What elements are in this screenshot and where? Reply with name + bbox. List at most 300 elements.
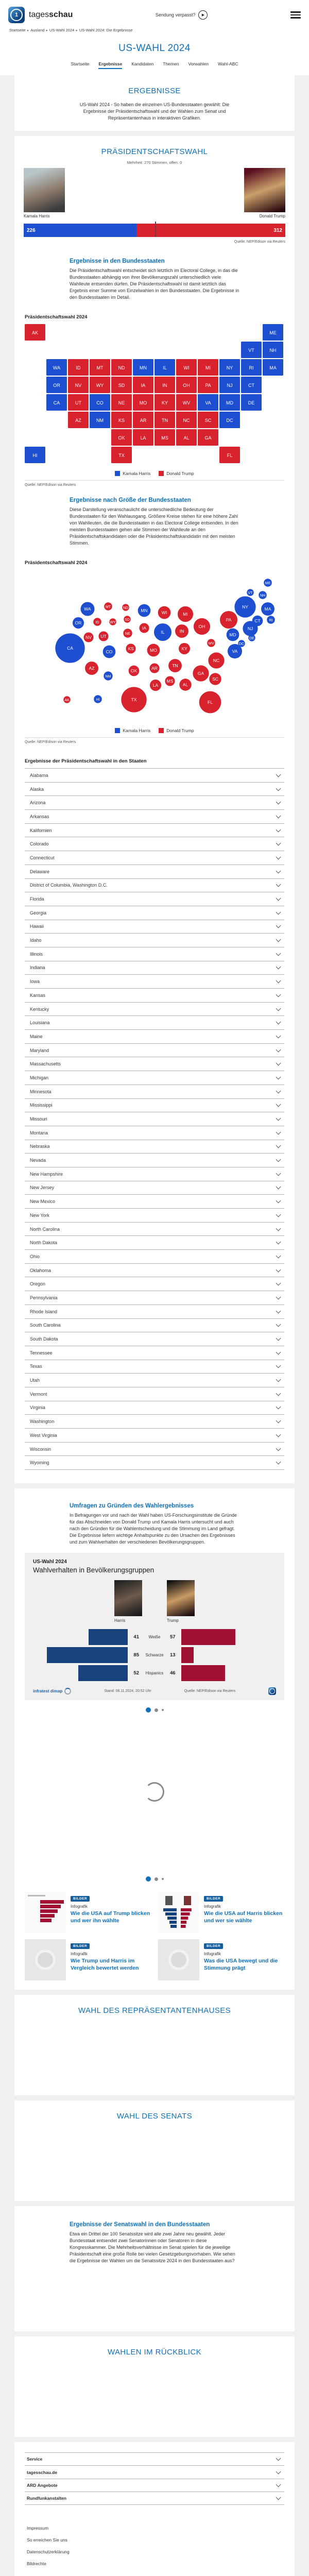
- bubble-state-TN[interactable]: [168, 659, 182, 672]
- state-accordion-label: Massachusetts: [30, 1061, 61, 1067]
- teaser-title[interactable]: Wie die USA auf Trump blicken und wer ihn wählte: [71, 1910, 150, 1924]
- map-state-UT[interactable]: [68, 394, 89, 411]
- harris-bar[interactable]: [89, 1629, 128, 1645]
- bubble-state-FL[interactable]: [199, 691, 221, 714]
- teaser-title[interactable]: Was die USA bewegt und die Stimmung prägt: [204, 1958, 278, 1971]
- map-state-MA[interactable]: [263, 359, 283, 376]
- state-accordion-row[interactable]: [25, 837, 284, 851]
- footer-link[interactable]: Impressum: [27, 2526, 49, 2531]
- state-accordion-row[interactable]: [25, 988, 284, 1002]
- map-state-LA[interactable]: [133, 429, 153, 446]
- state-accordion-label: New Hampshire: [30, 1171, 63, 1177]
- bubble-state-IL[interactable]: [154, 623, 171, 641]
- map-state-ID[interactable]: [68, 359, 89, 376]
- svg-text:MA: MA: [264, 606, 271, 612]
- map-state-KY[interactable]: [154, 394, 175, 411]
- state-accordion-row[interactable]: [25, 1263, 284, 1277]
- state-accordion-row[interactable]: [25, 1235, 284, 1249]
- tab-startseite[interactable]: Startseite: [71, 61, 90, 66]
- bubble-state-AL[interactable]: [179, 679, 191, 690]
- state-accordion-row[interactable]: [25, 1428, 284, 1442]
- bubble-state-WI[interactable]: [158, 606, 171, 619]
- section-tabs: [8, 59, 301, 75]
- svg-text:DC: DC: [226, 418, 233, 423]
- sendung-verpasst-label: Sendung verpasst?: [155, 12, 196, 18]
- tab-wahl-abc[interactable]: Wahl-ABC: [218, 61, 238, 66]
- teaser-kicker: Infografik: [204, 1904, 221, 1909]
- footer-accordion-row[interactable]: [25, 2492, 284, 2505]
- carousel-dot[interactable]: [162, 1709, 164, 1711]
- majority-note: Mehrheit: 270 Stimmen, offen: 0: [127, 160, 182, 165]
- teaser-card[interactable]: [158, 1892, 284, 1933]
- bubble-state-MD[interactable]: [227, 629, 239, 641]
- state-accordion-label: Virginia: [30, 1405, 45, 1411]
- state-accordion-label: Oklahoma: [30, 1267, 52, 1273]
- footer-accordion-label: Service: [27, 2456, 43, 2462]
- bubble-state-NV[interactable]: [83, 632, 93, 642]
- svg-text:HI: HI: [32, 453, 38, 458]
- state-accordion-row[interactable]: [25, 768, 284, 782]
- trump-bar-segment[interactable]: 312: [136, 224, 285, 237]
- chevron-down-icon: [276, 1184, 281, 1190]
- state-accordion-row[interactable]: [25, 947, 284, 961]
- svg-text:CO: CO: [106, 649, 113, 654]
- hamburger-menu-icon[interactable]: [290, 11, 301, 19]
- electoral-cartogram: [25, 570, 284, 723]
- state-accordion-row[interactable]: [25, 1167, 284, 1181]
- svg-text:MS: MS: [161, 435, 168, 440]
- bubble-state-LA[interactable]: [150, 680, 161, 691]
- bubble-state-OK[interactable]: [129, 666, 140, 676]
- state-accordion-row[interactable]: [25, 1098, 284, 1112]
- bubble-state-CO[interactable]: [103, 646, 116, 658]
- map-state-MT[interactable]: [90, 359, 110, 376]
- svg-text:NE: NE: [118, 400, 125, 405]
- svg-text:UT: UT: [100, 633, 107, 639]
- bubble-state-RI[interactable]: [267, 616, 275, 624]
- bubble-state-VT[interactable]: [247, 589, 254, 596]
- tab-kandidaten[interactable]: Kandidaten: [131, 61, 154, 66]
- chevron-down-icon: [276, 1075, 281, 1080]
- footer-link[interactable]: Bildrechte: [27, 2561, 46, 2567]
- map-state-WA[interactable]: [46, 359, 67, 376]
- state-accordion-label: Nebraska: [30, 1144, 50, 1149]
- state-accordion-label: Mississippi: [30, 1103, 53, 1108]
- bubble-state-NM[interactable]: [104, 671, 112, 680]
- teaser-card[interactable]: [25, 1939, 151, 1980]
- bubble-state-HI[interactable]: [94, 695, 102, 703]
- demographics-row: [33, 1629, 276, 1645]
- bundesstaaten-text: Die Präsidentschaftswahl entscheidet sich letztlich im Electoral College, in das die Bundesstaaten abhängig von ihrer Bevölkerungszahl unterschiedlich viele Wahlleute entsenden dürfen. Die Präsidentschaftswahl ist damit letztlich das Ergebnis einer Summe von Einzelwahlen in den Bundesstaaten. Die Ergebnisse in den Bundesstaaten im Detail.: [70, 268, 239, 300]
- map-state-OR[interactable]: [46, 377, 67, 393]
- bubble-state-TX[interactable]: [121, 687, 146, 712]
- state-accordion-row[interactable]: [25, 1208, 284, 1222]
- bubble-state-ND[interactable]: [122, 604, 129, 611]
- footer-link[interactable]: So erreichen Sie uns: [27, 2537, 67, 2543]
- candidates-row: [24, 168, 285, 222]
- map-state-CA[interactable]: [46, 394, 67, 411]
- svg-text:VT: VT: [248, 591, 253, 595]
- harris-bar[interactable]: [78, 1665, 128, 1681]
- map-state-IA[interactable]: [133, 377, 153, 393]
- chevron-down-icon: [276, 2469, 281, 2474]
- bubble-state-VA[interactable]: [228, 642, 245, 658]
- state-accordion-row[interactable]: [25, 865, 284, 878]
- map-state-VA[interactable]: [198, 394, 218, 411]
- chevron-down-icon: [276, 1281, 281, 1286]
- state-accordion-row[interactable]: [25, 1153, 284, 1167]
- bubble-state-MS[interactable]: [165, 676, 175, 686]
- page-title: US-WAHL 2024: [118, 43, 191, 54]
- bubble-state-NJ[interactable]: [243, 621, 258, 636]
- trump-bar[interactable]: [181, 1629, 235, 1645]
- map-state-MI[interactable]: [198, 359, 218, 376]
- breadcrumb-item[interactable]: US-Wahl 2024: Die Ergebnisse: [79, 28, 133, 32]
- harris-photo-small: [114, 1580, 142, 1616]
- bubble-state-IN[interactable]: [175, 624, 188, 638]
- chevron-down-icon: [276, 909, 281, 914]
- footer: [14, 2442, 295, 2576]
- state-accordion-row[interactable]: [25, 1043, 284, 1057]
- state-accordion-row[interactable]: [25, 906, 284, 920]
- state-accordion-row[interactable]: [25, 1112, 284, 1126]
- map-state-OH[interactable]: [176, 377, 197, 393]
- us-tile-map[interactable]: [25, 324, 284, 463]
- site-header: [0, 0, 309, 75]
- state-accordion-row[interactable]: [25, 1455, 284, 1470]
- state-accordion-row[interactable]: [25, 1015, 284, 1029]
- bubble-chart-label: Präsidentschaftswahl 2024: [25, 560, 88, 566]
- map-state-VT[interactable]: [241, 342, 262, 358]
- legend-item: Kamala Harris: [115, 728, 150, 733]
- tab-themen[interactable]: Themen: [163, 61, 179, 66]
- carousel-dot[interactable]: [154, 1708, 158, 1712]
- svg-text:KY: KY: [181, 646, 187, 651]
- harris-value: 52: [133, 1670, 139, 1676]
- state-accordion-row[interactable]: [25, 933, 284, 947]
- svg-text:MI: MI: [183, 611, 188, 617]
- groesse-heading: Ergebnisse nach Größe der Bundesstaaten: [70, 497, 191, 503]
- chevron-down-icon: [276, 923, 281, 928]
- map-state-MD[interactable]: [219, 394, 240, 411]
- svg-text:NJ: NJ: [227, 383, 233, 388]
- state-accordion-label: Tennessee: [30, 1350, 53, 1355]
- state-accordion-label: Connecticut: [30, 855, 55, 860]
- state-accordion-row[interactable]: [25, 1304, 284, 1318]
- state-accordion-row[interactable]: [25, 1414, 284, 1428]
- svg-text:AK: AK: [64, 698, 70, 702]
- state-accordion-label: Indiana: [30, 965, 45, 971]
- state-accordion-row[interactable]: [25, 809, 284, 823]
- map-state-IN[interactable]: [154, 377, 175, 393]
- svg-text:NH: NH: [269, 348, 277, 353]
- state-accordion-row[interactable]: [25, 1057, 284, 1071]
- teaser-thumbnail-placeholder[interactable]: [158, 1939, 199, 1980]
- svg-text:MT: MT: [96, 365, 104, 370]
- bubble-state-ME[interactable]: [264, 579, 272, 587]
- map-state-AZ[interactable]: [68, 412, 89, 428]
- footer-link[interactable]: Datenschutzerklärung: [27, 2549, 70, 2555]
- bubble-state-AR[interactable]: [149, 663, 159, 673]
- state-accordion-row[interactable]: [25, 961, 284, 975]
- state-accordion-row[interactable]: [25, 920, 284, 934]
- harris-bar[interactable]: [47, 1647, 128, 1663]
- chevron-down-icon: [276, 1336, 281, 1341]
- play-icon[interactable]: ▶: [198, 10, 208, 20]
- svg-text:TN: TN: [172, 663, 178, 668]
- state-accordion-row[interactable]: [25, 974, 284, 988]
- teaser-thumbnail[interactable]: [158, 1892, 199, 1933]
- bar-source: Quelle: NEP/Edison via Reuters: [234, 240, 285, 244]
- state-accordion-row[interactable]: [25, 1194, 284, 1208]
- footer-accordion-row[interactable]: [25, 2465, 284, 2478]
- bubble-state-MN[interactable]: [138, 604, 151, 617]
- teaser-title[interactable]: Wie die USA auf Harris blicken und wer sie wählte: [204, 1910, 283, 1924]
- map-state-DC[interactable]: [219, 412, 240, 428]
- bubble-state-NH[interactable]: [259, 591, 267, 599]
- state-accordion-label: Kentucky: [30, 1006, 49, 1012]
- harris-label: Harris: [114, 1618, 126, 1623]
- state-accordion-label: Oregon: [30, 1281, 46, 1287]
- us-bubble-map[interactable]: [25, 570, 284, 720]
- bubble-state-UT[interactable]: [98, 631, 108, 641]
- map-state-NJ[interactable]: [219, 377, 240, 393]
- carousel-dot[interactable]: [154, 1877, 158, 1881]
- breadcrumb-item[interactable]: US-Wahl 2024: [49, 28, 75, 32]
- footer-accordion-row[interactable]: [25, 2452, 284, 2465]
- state-accordion-label: Alaska: [30, 786, 44, 792]
- svg-text:CT: CT: [254, 618, 261, 623]
- state-accordion-row[interactable]: [25, 1318, 284, 1332]
- footer-accordion-label: ARD Angebote: [27, 2482, 58, 2488]
- teaser-thumbnail-placeholder[interactable]: [25, 1939, 66, 1980]
- chevron-down-icon: [276, 1349, 281, 1354]
- map-state-AL[interactable]: [176, 429, 197, 446]
- map-state-FL[interactable]: [219, 447, 240, 463]
- state-accordion-row[interactable]: [25, 878, 284, 892]
- umfragen-text: In Befragungen vor und nach der Wahl haben US-Forschungsinstitute die Gründe für das Abschneiden von Donald Trump und Kamala Harris untersucht und auch nach den Gründen für die Wahlentscheidung und die Stimmung im Land gefragt. Die Ergebnisse liefern wichtige Anhaltspunkte zu den Ursachen des Ergebnisses und zum Wahlverhalten der verschiedenen Bevölkerungsgruppen.: [70, 1513, 237, 1545]
- map-state-TX[interactable]: [111, 447, 132, 463]
- map-state-MN[interactable]: [133, 359, 153, 376]
- map-source: Quelle: NEP/Edison via Reuters: [25, 483, 76, 487]
- map-state-SC[interactable]: [198, 412, 218, 428]
- map-state-SD[interactable]: [111, 377, 132, 393]
- bubble-state-OR[interactable]: [73, 617, 84, 629]
- tab-ergebnisse[interactable]: Ergebnisse: [98, 61, 122, 69]
- bubble-state-MI[interactable]: [178, 606, 193, 622]
- map-state-RI[interactable]: [241, 359, 262, 376]
- map-state-WV[interactable]: [176, 394, 197, 411]
- map-state-WI[interactable]: [176, 359, 197, 376]
- state-accordion-label: West Virginia: [30, 1432, 57, 1438]
- state-accordion-row[interactable]: [25, 1071, 284, 1084]
- state-accordion-row[interactable]: [25, 851, 284, 865]
- svg-text:WV: WV: [182, 400, 191, 405]
- bubble-state-DE[interactable]: [248, 634, 255, 641]
- trump-label: Trump: [167, 1618, 179, 1623]
- groesse-text: Diese Darstellung veranschaulicht die unterschiedliche Bedeutung der Bundesstaaten für den Wahlausgang. Größere Kreise stehen für eine höhere Zahl von Wahlleuten, die die Bundesstaaten in das Electoral College entsenden. In den meisten Bundesstaaten gehen alle Stimmen der Wahlleute an den Präsidentschaftskandidaten oder die Präsidentschaftskandidatin mit den meisten Stimmen.: [70, 507, 238, 546]
- map-state-CT[interactable]: [241, 377, 262, 393]
- chevron-down-icon: [276, 1061, 281, 1066]
- bubble-state-MA[interactable]: [261, 602, 274, 616]
- state-accordion-row[interactable]: [25, 892, 284, 906]
- bubble-state-CA[interactable]: [55, 633, 84, 663]
- svg-text:SD: SD: [118, 383, 125, 388]
- state-accordion-row[interactable]: [25, 1332, 284, 1346]
- footer-accordion-row[interactable]: [25, 2479, 284, 2492]
- map-state-GA[interactable]: [198, 429, 218, 446]
- bubble-state-MO[interactable]: [147, 644, 160, 657]
- state-accordion-row[interactable]: [25, 1222, 284, 1236]
- breadcrumb-separator: ▸: [46, 29, 48, 32]
- state-accordion-row[interactable]: [25, 1401, 284, 1415]
- map-state-NE[interactable]: [111, 394, 132, 411]
- svg-text:LA: LA: [140, 435, 146, 440]
- bubble-state-SC[interactable]: [209, 673, 221, 685]
- carousel-dots: [14, 1700, 295, 1715]
- state-accordion-row[interactable]: [25, 1373, 284, 1387]
- breadcrumb-item[interactable]: Ausland: [30, 28, 45, 32]
- bubble-state-WV[interactable]: [207, 639, 215, 647]
- bubble-state-ID[interactable]: [93, 618, 101, 626]
- svg-text:NJ: NJ: [247, 625, 253, 631]
- chevron-down-icon: [276, 1404, 281, 1410]
- map-state-IL[interactable]: [154, 359, 175, 376]
- svg-text:ME: ME: [269, 330, 277, 335]
- state-accordion-row[interactable]: [25, 1387, 284, 1401]
- svg-text:PA: PA: [226, 617, 232, 622]
- bubble-state-KY[interactable]: [179, 643, 190, 654]
- svg-text:NE: NE: [125, 632, 130, 636]
- map-state-OK[interactable]: [111, 429, 132, 446]
- svg-text:MO: MO: [150, 647, 157, 653]
- svg-text:GA: GA: [197, 670, 204, 676]
- state-accordion-row[interactable]: [25, 1084, 284, 1098]
- map-state-TN[interactable]: [154, 412, 175, 428]
- map-state-NH[interactable]: [263, 342, 283, 358]
- map-state-NM[interactable]: [90, 412, 110, 428]
- map-state-AK[interactable]: [25, 324, 45, 341]
- state-accordion-row[interactable]: [25, 1360, 284, 1374]
- state-accordion-row[interactable]: [25, 1029, 284, 1043]
- svg-text:WA: WA: [53, 365, 61, 370]
- state-accordion-row[interactable]: [25, 1181, 284, 1195]
- chevron-down-icon: [276, 813, 281, 818]
- map-state-HI[interactable]: [25, 447, 45, 463]
- map-state-WY[interactable]: [90, 377, 110, 393]
- state-accordion-row[interactable]: [25, 823, 284, 837]
- bubble-state-PA[interactable]: [220, 611, 237, 629]
- map-state-AR[interactable]: [133, 412, 153, 428]
- teaser-thumbnail[interactable]: [25, 1892, 66, 1933]
- map-state-ND[interactable]: [111, 359, 132, 376]
- state-accordion-row[interactable]: [25, 1126, 284, 1140]
- state-accordion-row[interactable]: [25, 1277, 284, 1291]
- bubble-state-WA[interactable]: [80, 602, 94, 616]
- map-state-MS[interactable]: [154, 429, 175, 446]
- state-accordion-row[interactable]: [25, 1140, 284, 1154]
- map-state-NV[interactable]: [68, 377, 89, 393]
- chevron-down-icon: [276, 882, 281, 887]
- map-state-PA[interactable]: [198, 377, 218, 393]
- state-accordion-row[interactable]: [25, 1346, 284, 1360]
- map-state-ME[interactable]: [263, 324, 283, 341]
- legend-swatch-icon: [115, 728, 120, 733]
- bubble-state-AZ[interactable]: [85, 662, 98, 675]
- state-accordion-row[interactable]: [25, 1291, 284, 1304]
- state-accordion-row[interactable]: [25, 782, 284, 796]
- bubble-state-AK[interactable]: [63, 696, 71, 703]
- carousel-dot-active[interactable]: [146, 1876, 151, 1882]
- svg-text:IA: IA: [142, 625, 147, 631]
- trump-photo-small: [167, 1580, 195, 1616]
- senatswahl-ergebnisse-card: [14, 2206, 295, 2331]
- teaser-card[interactable]: [158, 1939, 284, 1980]
- svg-text:OH: OH: [183, 383, 190, 388]
- trump-bar[interactable]: [181, 1647, 194, 1663]
- bubble-state-MT[interactable]: [104, 602, 112, 611]
- svg-text:NY: NY: [226, 365, 233, 370]
- tagesschau-logo[interactable]: [8, 7, 73, 23]
- bubble-state-WY[interactable]: [109, 618, 116, 625]
- demographics-bars: [33, 1629, 276, 1681]
- logo-text: tagesschau: [29, 10, 73, 19]
- bubble-state-NC[interactable]: [208, 652, 224, 668]
- map-state-MO[interactable]: [133, 394, 153, 411]
- state-accordion-row[interactable]: [25, 795, 284, 809]
- chevron-down-icon: [276, 2495, 281, 2500]
- bubble-state-KS[interactable]: [126, 643, 135, 653]
- map-state-KS[interactable]: [111, 412, 132, 428]
- map-state-CO[interactable]: [90, 394, 110, 411]
- tagesschau-mini-icon: [268, 1687, 276, 1695]
- svg-text:SC: SC: [204, 418, 212, 423]
- chevron-down-icon: [276, 1129, 281, 1134]
- state-accordion-label: Rhode Island: [30, 1309, 58, 1314]
- breadcrumb-item[interactable]: Startseite: [9, 28, 26, 32]
- trump-bar[interactable]: [181, 1665, 225, 1681]
- tab-vorwahlen[interactable]: Vorwahlen: [188, 61, 209, 66]
- chevron-down-icon: [276, 786, 281, 791]
- teaser-title[interactable]: Wie Trump und Harris im Vergleich bewertet werden: [71, 1958, 139, 1971]
- harris-bar-segment[interactable]: 226: [24, 224, 136, 237]
- teaser-card[interactable]: [25, 1892, 151, 1933]
- svg-text:AR: AR: [151, 665, 158, 671]
- breadcrumb[interactable]: [8, 25, 301, 37]
- svg-text:OK: OK: [118, 435, 125, 440]
- state-accordion-row[interactable]: [25, 1249, 284, 1263]
- bubble-state-NY[interactable]: [234, 596, 255, 617]
- map-state-DE[interactable]: [241, 394, 262, 411]
- repraesentantenhaus-card: [14, 1995, 295, 2095]
- bubble-state-OH[interactable]: [194, 618, 210, 635]
- carousel-dot-active[interactable]: [146, 1707, 151, 1713]
- state-accordion-row[interactable]: [25, 1002, 284, 1016]
- state-accordion-label: Alabama: [30, 772, 48, 778]
- bubble-state-SD[interactable]: [124, 616, 131, 623]
- bubble-state-GA[interactable]: [193, 665, 209, 681]
- bubble-state-NE[interactable]: [123, 629, 132, 637]
- state-accordion-label: Washington: [30, 1419, 55, 1425]
- carousel-dot[interactable]: [162, 1878, 164, 1880]
- map-state-NC[interactable]: [176, 412, 197, 428]
- bubble-state-IA[interactable]: [139, 623, 149, 633]
- sendung-verpasst-link[interactable]: [156, 10, 208, 20]
- state-accordion-row[interactable]: [25, 1442, 284, 1456]
- svg-text:WV: WV: [208, 641, 214, 646]
- map-state-NY[interactable]: [219, 359, 240, 376]
- chevron-down-icon: [276, 964, 281, 970]
